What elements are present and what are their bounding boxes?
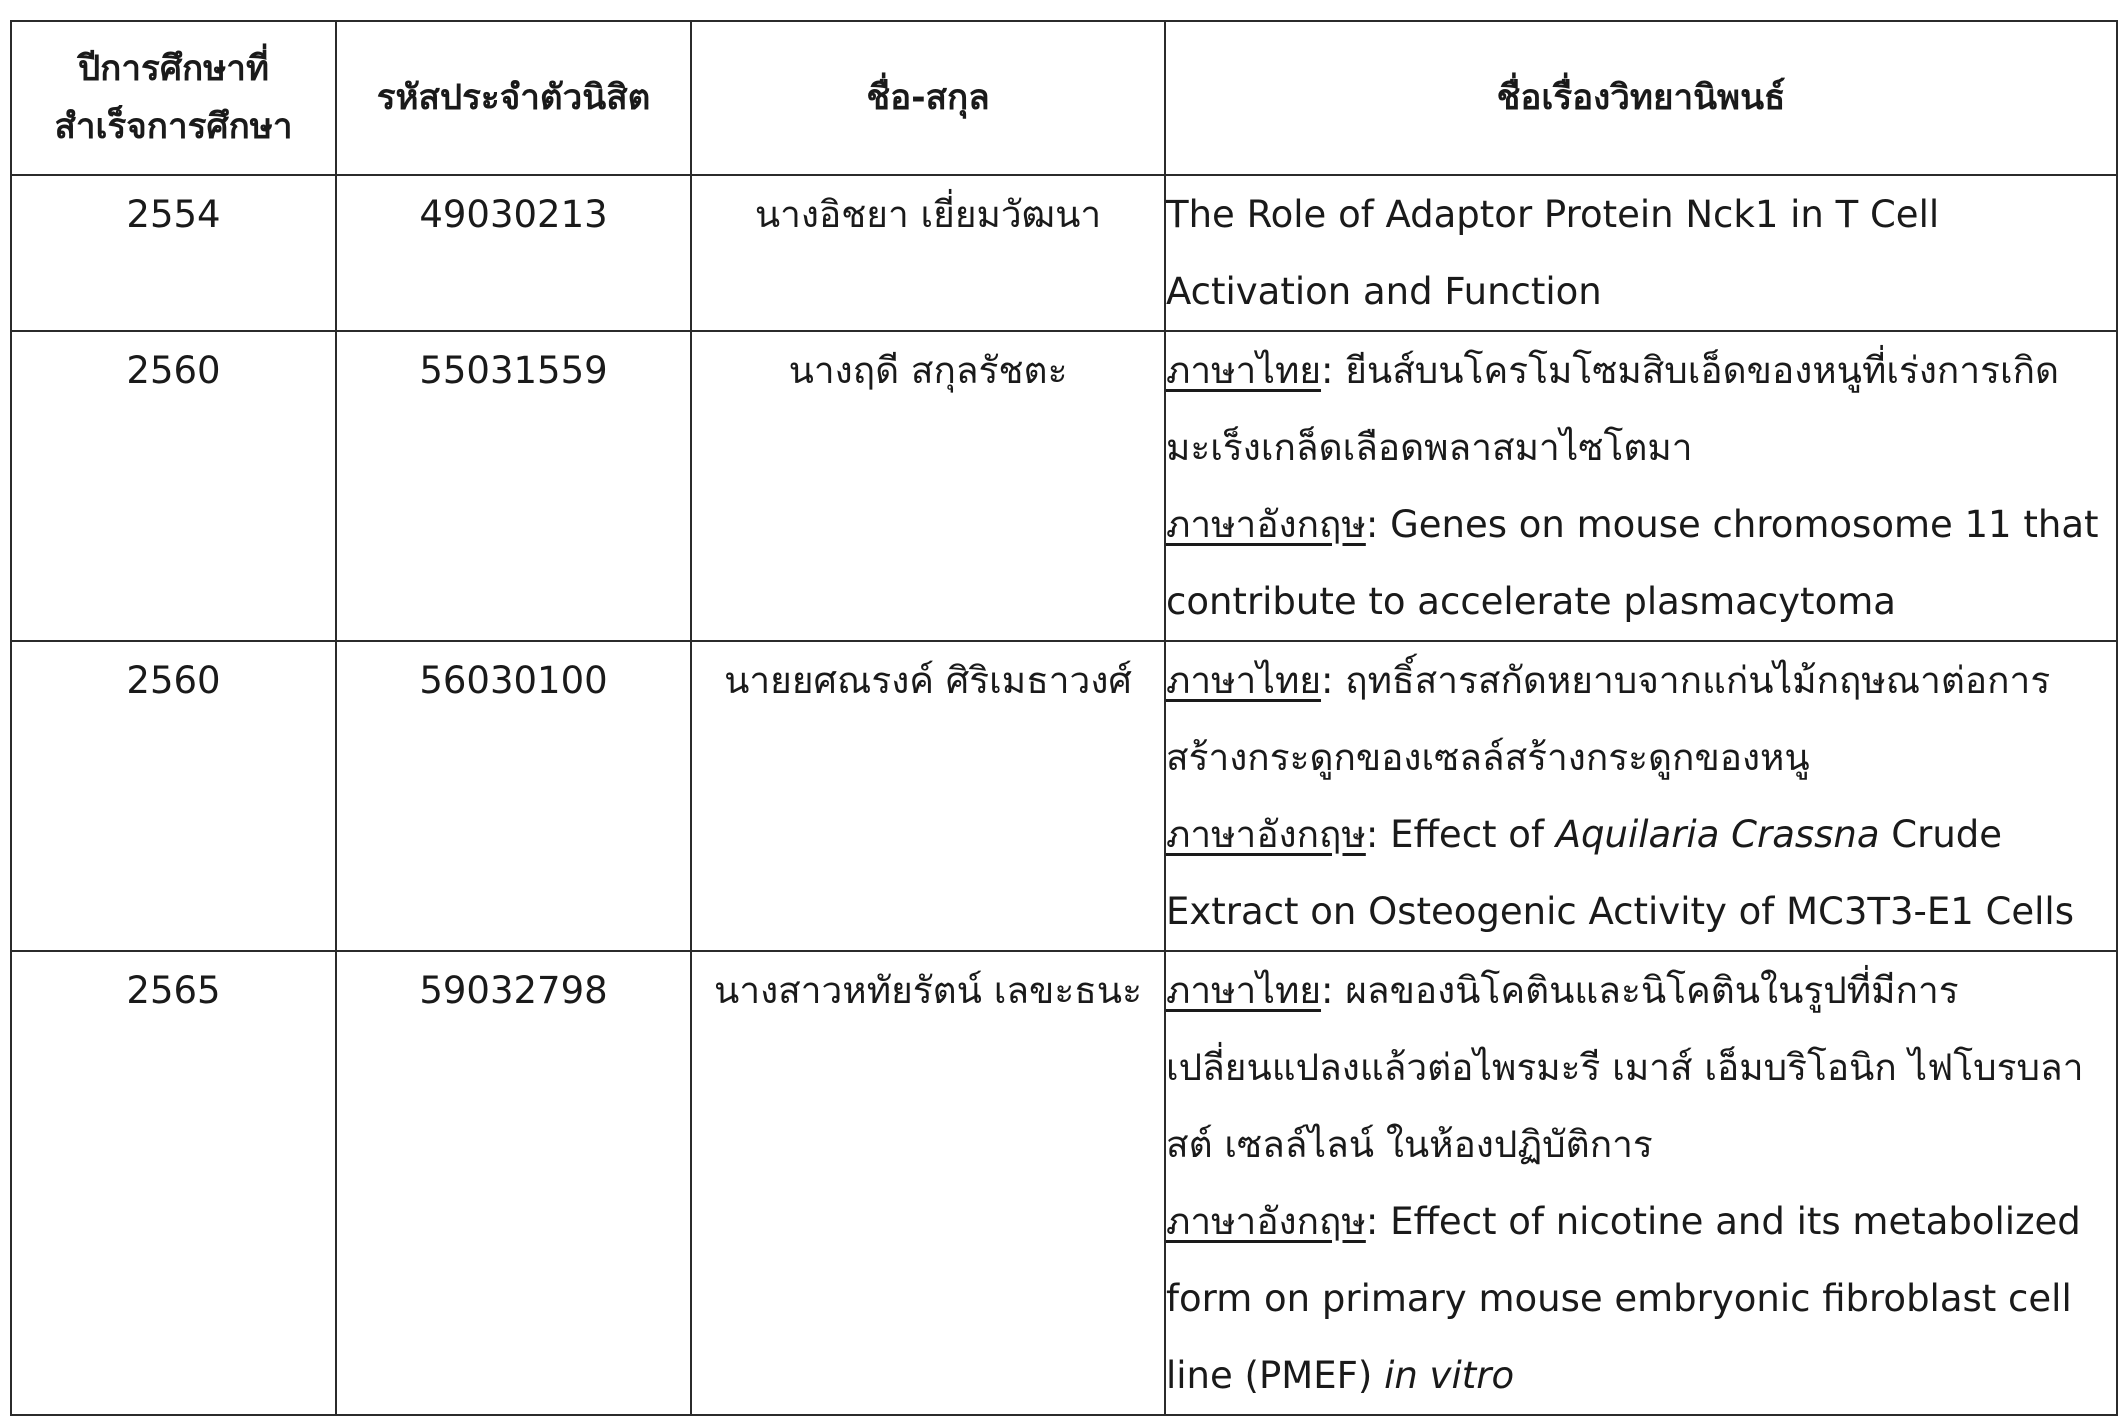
header-year: [11, 21, 336, 175]
cell-name: นายยศณรงค์ ศิริเมธาวงศ์: [691, 641, 1165, 951]
title-thai: ฤทธิ์สารสกัดหยาบจากแก่นไม้กฤษณาต่อการสร้างกระดูกของเซลล์สร้างกระดูกของหนู: [1166, 659, 2051, 779]
thesis-table: [10, 20, 2118, 1416]
title-thai: ยีนส์บนโครโมโซมสิบเอ็ดของหนูที่เร่งการเกิดมะเร็งเกล็ดเลือดพลาสมาไซโตมา: [1166, 349, 2060, 469]
cell-name: นางอิชยา เยี่ยมวัฒนา: [691, 175, 1165, 331]
title-thai-para: ภาษาไทย: ผลของนิโคตินและนิโคตินในรูปที่มีการเปลี่ยนแปลงแล้วต่อไพรมะรี เมาส์ เอ็มบริโอนิก ไฟโบรบลาสต์ เซลล์ไลน์ ในห้องปฏิบัติการ: [1166, 969, 2084, 1166]
cell-thesis-title: [1165, 951, 2117, 1415]
title-english-para: ภาษาอังกฤษ: Genes on mouse chromosome 11 that contribute to accelerate plasmacytoma: [1166, 503, 2099, 623]
cell-thesis-title: [1165, 331, 2117, 641]
cell-year: 2565: [11, 951, 336, 1415]
english-label: ภาษาอังกฤษ: [1166, 813, 1366, 856]
title-thai-para: ภาษาไทย: ฤทธิ์สารสกัดหยาบจากแก่นไม้กฤษณาต่อการสร้างกระดูกของเซลล์สร้างกระดูกของหนู: [1166, 659, 2051, 779]
english-label: ภาษาอังกฤษ: [1166, 503, 1366, 546]
title-english-para: ภาษาอังกฤษ: Effect of nicotine and its metabolized form on primary mouse embryonic fibroblast cell line (PMEF) in vitro: [1166, 1200, 2081, 1397]
table-header-row: [11, 21, 2117, 175]
cell-year: 2560: [11, 641, 336, 951]
table-row: [11, 331, 2117, 641]
table-row: [11, 175, 2117, 331]
cell-student-id: 59032798: [336, 951, 691, 1415]
thai-label: ภาษาไทย: [1166, 969, 1322, 1012]
thai-label: ภาษาไทย: [1166, 349, 1322, 392]
cell-student-id: 55031559: [336, 331, 691, 641]
title-english-italic: Aquilaria Crassna: [1555, 813, 1880, 856]
title-english-part1: Effect of nicotine and its metabolized form on primary mouse embryonic fibroblast cell line (PMEF): [1166, 1200, 2081, 1397]
cell-thesis-title: [1165, 175, 2117, 331]
title-english-part1: Effect of: [1390, 813, 1556, 856]
title-english: Genes on mouse chromosome 11 that contribute to accelerate plasmacytoma: [1166, 503, 2099, 623]
header-student-id: รหัสประจำตัวนิสิต: [336, 21, 691, 175]
cell-student-id: 49030213: [336, 175, 691, 331]
header-year-line1: ปีการศึกษาที่: [77, 49, 270, 89]
thai-label: ภาษาไทย: [1166, 659, 1322, 702]
cell-year: 2560: [11, 331, 336, 641]
cell-student-id: 56030100: [336, 641, 691, 951]
title-english-italic: in vitro: [1384, 1354, 1515, 1397]
table-row: [11, 951, 2117, 1415]
header-name: ชื่อ-สกุล: [691, 21, 1165, 175]
english-label: ภาษาอังกฤษ: [1166, 1200, 1366, 1243]
cell-year: 2554: [11, 175, 336, 331]
cell-name: นางสาวหทัยรัตน์ เลขะธนะ: [691, 951, 1165, 1415]
title-thai-para: ภาษาไทย: ยีนส์บนโครโมโซมสิบเอ็ดของหนูที่เร่งการเกิดมะเร็งเกล็ดเลือดพลาสมาไซโตมา: [1166, 349, 2060, 469]
header-year-line2: สำเร็จการศึกษา: [54, 107, 293, 147]
title-thai: ผลของนิโคตินและนิโคตินในรูปที่มีการเปลี่ยนแปลงแล้วต่อไพรมะรี เมาส์ เอ็มบริโอนิก ไฟโบรบลาสต์ เซลล์ไลน์ ในห้องปฏิบัติการ: [1166, 969, 2084, 1166]
header-thesis-title: ชื่อเรื่องวิทยานิพนธ์: [1165, 21, 2117, 175]
title-english: The Role of Adaptor Protein Nck1 in T Cell Activation and Function: [1166, 193, 1940, 313]
table-row: [11, 641, 2117, 951]
title-english-part2: Crude Extract on Osteogenic Activity of MC3T3-E1 Cells: [1166, 813, 2074, 933]
title-english-para: ภาษาอังกฤษ: Effect of Aquilaria Crassna Crude Extract on Osteogenic Activity of MC3T3-E1 Cells: [1166, 813, 2074, 933]
cell-name: นางฤดี สกุลรัชตะ: [691, 331, 1165, 641]
cell-thesis-title: [1165, 641, 2117, 951]
